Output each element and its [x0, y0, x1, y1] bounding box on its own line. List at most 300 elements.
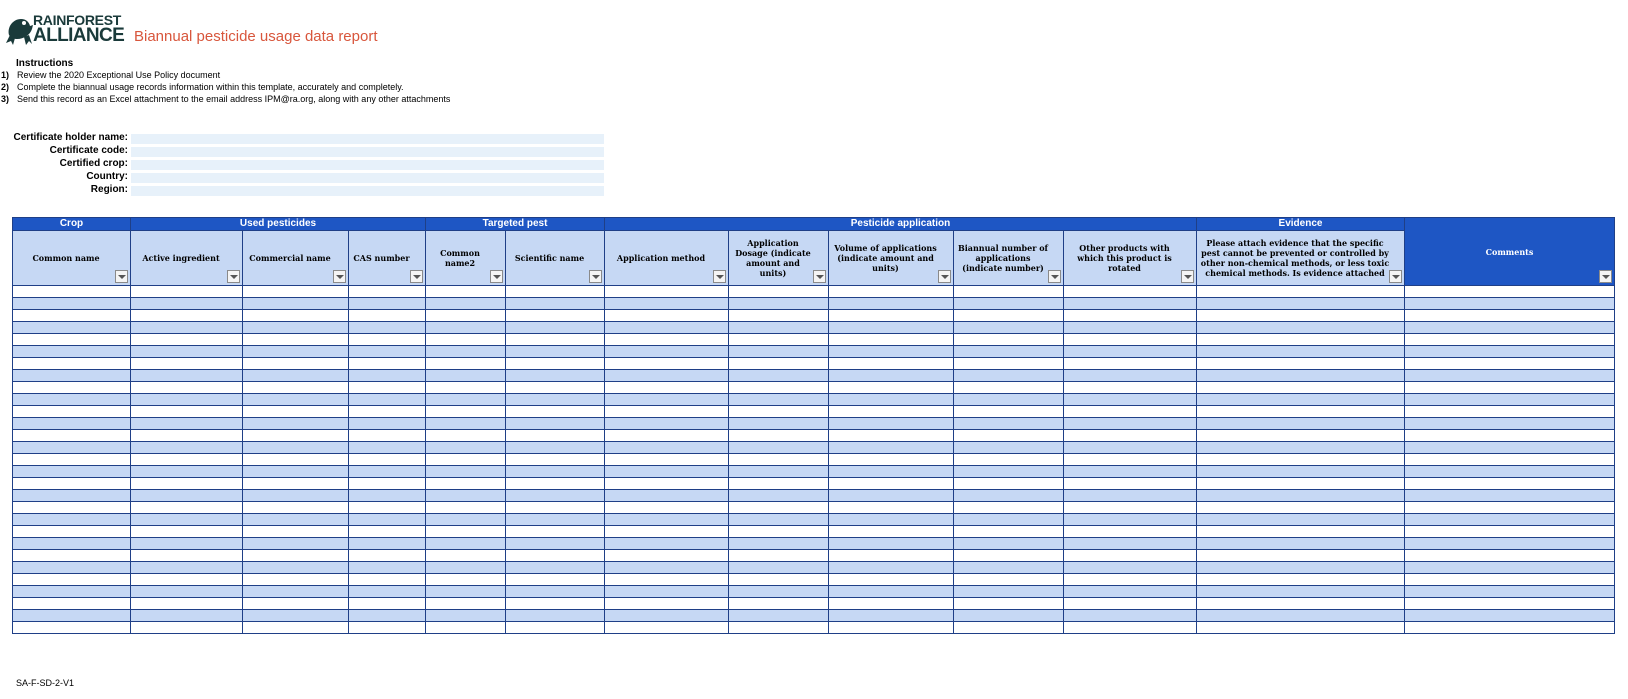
table-cell[interactable]: [729, 430, 829, 442]
table-cell[interactable]: [349, 418, 426, 430]
table-cell[interactable]: [13, 502, 131, 514]
table-cell[interactable]: [1405, 322, 1615, 334]
table-cell[interactable]: [729, 466, 829, 478]
table-cell[interactable]: [1064, 358, 1197, 370]
table-cell[interactable]: [1064, 466, 1197, 478]
table-cell[interactable]: [829, 334, 954, 346]
table-cell[interactable]: [1197, 394, 1405, 406]
table-cell[interactable]: [13, 526, 131, 538]
table-cell[interactable]: [131, 538, 243, 550]
table-cell[interactable]: [426, 286, 506, 298]
table-cell[interactable]: [1405, 406, 1615, 418]
table-cell[interactable]: [243, 310, 349, 322]
table-cell[interactable]: [954, 322, 1064, 334]
table-cell[interactable]: [1197, 622, 1405, 634]
table-cell[interactable]: [1197, 334, 1405, 346]
table-cell[interactable]: [729, 298, 829, 310]
table-cell[interactable]: [506, 298, 605, 310]
table-cell[interactable]: [506, 286, 605, 298]
table-cell[interactable]: [506, 394, 605, 406]
table-cell[interactable]: [1197, 490, 1405, 502]
table-cell[interactable]: [729, 322, 829, 334]
table-cell[interactable]: [426, 586, 506, 598]
table-cell[interactable]: [1405, 394, 1615, 406]
table-cell[interactable]: [1197, 610, 1405, 622]
table-cell[interactable]: [426, 514, 506, 526]
table-cell[interactable]: [131, 550, 243, 562]
filter-dropdown-icon[interactable]: [1181, 270, 1194, 283]
table-cell[interactable]: [243, 358, 349, 370]
table-cell[interactable]: [243, 586, 349, 598]
filter-dropdown-icon[interactable]: [333, 270, 346, 283]
table-cell[interactable]: [1064, 538, 1197, 550]
table-cell[interactable]: [426, 322, 506, 334]
table-cell[interactable]: [13, 382, 131, 394]
table-cell[interactable]: [1197, 502, 1405, 514]
filter-dropdown-icon[interactable]: [490, 270, 503, 283]
table-cell[interactable]: [506, 442, 605, 454]
table-cell[interactable]: [506, 466, 605, 478]
table-cell[interactable]: [1064, 586, 1197, 598]
table-cell[interactable]: [131, 310, 243, 322]
table-cell[interactable]: [1197, 466, 1405, 478]
table-cell[interactable]: [131, 370, 243, 382]
table-cell[interactable]: [506, 454, 605, 466]
table-cell[interactable]: [13, 598, 131, 610]
table-cell[interactable]: [243, 298, 349, 310]
table-cell[interactable]: [605, 622, 729, 634]
table-cell[interactable]: [1197, 526, 1405, 538]
table-cell[interactable]: [349, 286, 426, 298]
table-cell[interactable]: [349, 598, 426, 610]
table-cell[interactable]: [829, 322, 954, 334]
table-cell[interactable]: [1064, 574, 1197, 586]
table-cell[interactable]: [349, 550, 426, 562]
table-cell[interactable]: [729, 418, 829, 430]
table-cell[interactable]: [13, 550, 131, 562]
table-cell[interactable]: [1064, 502, 1197, 514]
table-cell[interactable]: [349, 562, 426, 574]
table-cell[interactable]: [1405, 442, 1615, 454]
table-cell[interactable]: [829, 574, 954, 586]
filter-dropdown-icon[interactable]: [938, 270, 951, 283]
table-cell[interactable]: [426, 538, 506, 550]
table-cell[interactable]: [13, 370, 131, 382]
table-cell[interactable]: [1405, 526, 1615, 538]
table-cell[interactable]: [506, 334, 605, 346]
table-cell[interactable]: [605, 502, 729, 514]
table-cell[interactable]: [729, 394, 829, 406]
table-cell[interactable]: [729, 286, 829, 298]
table-cell[interactable]: [349, 574, 426, 586]
table-cell[interactable]: [954, 298, 1064, 310]
table-cell[interactable]: [605, 298, 729, 310]
table-cell[interactable]: [829, 406, 954, 418]
filter-dropdown-icon[interactable]: [227, 270, 240, 283]
table-cell[interactable]: [426, 418, 506, 430]
table-cell[interactable]: [1064, 394, 1197, 406]
table-cell[interactable]: [829, 418, 954, 430]
table-cell[interactable]: [829, 442, 954, 454]
table-cell[interactable]: [426, 574, 506, 586]
table-cell[interactable]: [1064, 526, 1197, 538]
table-cell[interactable]: [13, 538, 131, 550]
table-cell[interactable]: [1064, 490, 1197, 502]
table-cell[interactable]: [13, 586, 131, 598]
table-cell[interactable]: [1197, 418, 1405, 430]
table-cell[interactable]: [1197, 358, 1405, 370]
table-cell[interactable]: [1405, 454, 1615, 466]
table-cell[interactable]: [1197, 346, 1405, 358]
table-cell[interactable]: [1064, 418, 1197, 430]
table-cell[interactable]: [954, 502, 1064, 514]
table-cell[interactable]: [1064, 622, 1197, 634]
table-cell[interactable]: [605, 418, 729, 430]
table-cell[interactable]: [349, 622, 426, 634]
table-cell[interactable]: [954, 478, 1064, 490]
table-cell[interactable]: [954, 538, 1064, 550]
table-cell[interactable]: [1405, 610, 1615, 622]
table-cell[interactable]: [1197, 442, 1405, 454]
table-cell[interactable]: [1405, 562, 1615, 574]
table-cell[interactable]: [605, 610, 729, 622]
table-cell[interactable]: [729, 538, 829, 550]
table-cell[interactable]: [829, 382, 954, 394]
table-cell[interactable]: [829, 526, 954, 538]
table-cell[interactable]: [1405, 550, 1615, 562]
table-cell[interactable]: [1405, 286, 1615, 298]
table-cell[interactable]: [243, 538, 349, 550]
table-cell[interactable]: [131, 382, 243, 394]
table-cell[interactable]: [829, 370, 954, 382]
table-cell[interactable]: [131, 622, 243, 634]
table-cell[interactable]: [729, 526, 829, 538]
table-cell[interactable]: [506, 514, 605, 526]
table-cell[interactable]: [1197, 550, 1405, 562]
table-cell[interactable]: [954, 454, 1064, 466]
table-cell[interactable]: [1405, 586, 1615, 598]
table-cell[interactable]: [954, 514, 1064, 526]
filter-dropdown-icon[interactable]: [1389, 270, 1402, 283]
table-cell[interactable]: [954, 466, 1064, 478]
table-cell[interactable]: [954, 490, 1064, 502]
table-cell[interactable]: [605, 550, 729, 562]
table-cell[interactable]: [1197, 430, 1405, 442]
table-cell[interactable]: [605, 454, 729, 466]
table-cell[interactable]: [829, 514, 954, 526]
table-cell[interactable]: [243, 442, 349, 454]
table-cell[interactable]: [954, 310, 1064, 322]
table-cell[interactable]: [1064, 346, 1197, 358]
table-cell[interactable]: [13, 454, 131, 466]
table-cell[interactable]: [829, 610, 954, 622]
table-cell[interactable]: [1064, 310, 1197, 322]
table-cell[interactable]: [605, 370, 729, 382]
table-cell[interactable]: [506, 418, 605, 430]
table-cell[interactable]: [954, 586, 1064, 598]
certified-crop-field[interactable]: [131, 160, 604, 170]
table-cell[interactable]: [243, 622, 349, 634]
filter-dropdown-icon[interactable]: [410, 270, 423, 283]
table-cell[interactable]: [13, 406, 131, 418]
table-cell[interactable]: [243, 286, 349, 298]
table-cell[interactable]: [13, 298, 131, 310]
table-cell[interactable]: [1405, 538, 1615, 550]
table-cell[interactable]: [1405, 298, 1615, 310]
table-cell[interactable]: [243, 490, 349, 502]
table-cell[interactable]: [1405, 334, 1615, 346]
table-cell[interactable]: [1197, 382, 1405, 394]
table-cell[interactable]: [13, 622, 131, 634]
table-cell[interactable]: [243, 478, 349, 490]
table-cell[interactable]: [426, 550, 506, 562]
filter-dropdown-icon[interactable]: [813, 270, 826, 283]
table-cell[interactable]: [605, 358, 729, 370]
table-cell[interactable]: [426, 382, 506, 394]
table-cell[interactable]: [243, 502, 349, 514]
table-cell[interactable]: [506, 346, 605, 358]
table-cell[interactable]: [954, 574, 1064, 586]
table-cell[interactable]: [426, 298, 506, 310]
table-cell[interactable]: [349, 394, 426, 406]
table-cell[interactable]: [729, 346, 829, 358]
table-cell[interactable]: [13, 430, 131, 442]
table-cell[interactable]: [605, 586, 729, 598]
table-cell[interactable]: [1405, 466, 1615, 478]
table-cell[interactable]: [131, 514, 243, 526]
table-cell[interactable]: [131, 526, 243, 538]
table-cell[interactable]: [506, 322, 605, 334]
table-cell[interactable]: [729, 370, 829, 382]
table-cell[interactable]: [506, 538, 605, 550]
table-cell[interactable]: [605, 490, 729, 502]
table-cell[interactable]: [829, 310, 954, 322]
table-cell[interactable]: [131, 394, 243, 406]
table-cell[interactable]: [131, 418, 243, 430]
table-cell[interactable]: [829, 358, 954, 370]
table-cell[interactable]: [729, 478, 829, 490]
table-cell[interactable]: [243, 406, 349, 418]
table-cell[interactable]: [13, 574, 131, 586]
table-cell[interactable]: [605, 538, 729, 550]
table-cell[interactable]: [131, 322, 243, 334]
table-cell[interactable]: [954, 622, 1064, 634]
country-field[interactable]: [131, 173, 604, 183]
table-cell[interactable]: [1197, 586, 1405, 598]
table-cell[interactable]: [954, 358, 1064, 370]
table-cell[interactable]: [131, 586, 243, 598]
table-cell[interactable]: [426, 454, 506, 466]
table-cell[interactable]: [829, 586, 954, 598]
table-cell[interactable]: [506, 370, 605, 382]
table-cell[interactable]: [13, 514, 131, 526]
table-cell[interactable]: [426, 370, 506, 382]
table-cell[interactable]: [349, 346, 426, 358]
table-cell[interactable]: [349, 334, 426, 346]
table-cell[interactable]: [506, 622, 605, 634]
table-cell[interactable]: [829, 538, 954, 550]
table-cell[interactable]: [1197, 406, 1405, 418]
table-cell[interactable]: [506, 598, 605, 610]
table-cell[interactable]: [243, 514, 349, 526]
table-cell[interactable]: [1197, 514, 1405, 526]
table-cell[interactable]: [349, 370, 426, 382]
table-cell[interactable]: [506, 550, 605, 562]
table-cell[interactable]: [243, 370, 349, 382]
table-cell[interactable]: [954, 406, 1064, 418]
table-cell[interactable]: [605, 562, 729, 574]
table-cell[interactable]: [243, 550, 349, 562]
table-cell[interactable]: [605, 394, 729, 406]
table-cell[interactable]: [426, 610, 506, 622]
table-cell[interactable]: [954, 370, 1064, 382]
table-cell[interactable]: [1064, 334, 1197, 346]
table-cell[interactable]: [131, 358, 243, 370]
table-cell[interactable]: [1064, 286, 1197, 298]
table-cell[interactable]: [349, 454, 426, 466]
table-cell[interactable]: [729, 586, 829, 598]
filter-dropdown-icon[interactable]: [589, 270, 602, 283]
table-cell[interactable]: [1405, 478, 1615, 490]
table-cell[interactable]: [13, 466, 131, 478]
table-cell[interactable]: [605, 406, 729, 418]
table-cell[interactable]: [1064, 406, 1197, 418]
table-cell[interactable]: [426, 406, 506, 418]
table-cell[interactable]: [506, 490, 605, 502]
table-cell[interactable]: [954, 442, 1064, 454]
table-cell[interactable]: [243, 382, 349, 394]
table-cell[interactable]: [829, 550, 954, 562]
table-cell[interactable]: [243, 430, 349, 442]
table-cell[interactable]: [1064, 322, 1197, 334]
table-cell[interactable]: [729, 358, 829, 370]
table-cell[interactable]: [729, 310, 829, 322]
table-cell[interactable]: [426, 490, 506, 502]
table-cell[interactable]: [829, 490, 954, 502]
certificate-holder-name-field[interactable]: [131, 134, 604, 144]
table-cell[interactable]: [605, 310, 729, 322]
table-cell[interactable]: [13, 358, 131, 370]
table-cell[interactable]: [829, 598, 954, 610]
table-cell[interactable]: [13, 490, 131, 502]
table-cell[interactable]: [131, 490, 243, 502]
table-cell[interactable]: [729, 502, 829, 514]
table-cell[interactable]: [349, 322, 426, 334]
table-cell[interactable]: [349, 430, 426, 442]
table-cell[interactable]: [506, 406, 605, 418]
table-cell[interactable]: [954, 598, 1064, 610]
table-cell[interactable]: [729, 382, 829, 394]
table-cell[interactable]: [1064, 298, 1197, 310]
table-cell[interactable]: [1405, 502, 1615, 514]
table-cell[interactable]: [349, 478, 426, 490]
table-cell[interactable]: [131, 466, 243, 478]
table-cell[interactable]: [729, 442, 829, 454]
table-cell[interactable]: [605, 334, 729, 346]
table-cell[interactable]: [349, 358, 426, 370]
table-cell[interactable]: [954, 418, 1064, 430]
table-cell[interactable]: [243, 346, 349, 358]
table-cell[interactable]: [829, 286, 954, 298]
table-cell[interactable]: [829, 466, 954, 478]
table-cell[interactable]: [243, 526, 349, 538]
table-cell[interactable]: [1405, 346, 1615, 358]
table-cell[interactable]: [506, 430, 605, 442]
table-cell[interactable]: [131, 334, 243, 346]
table-cell[interactable]: [13, 322, 131, 334]
table-cell[interactable]: [13, 310, 131, 322]
table-cell[interactable]: [605, 514, 729, 526]
table-cell[interactable]: [13, 610, 131, 622]
table-cell[interactable]: [954, 550, 1064, 562]
table-cell[interactable]: [1405, 370, 1615, 382]
table-cell[interactable]: [829, 562, 954, 574]
table-cell[interactable]: [1197, 574, 1405, 586]
table-cell[interactable]: [243, 454, 349, 466]
table-cell[interactable]: [1064, 454, 1197, 466]
table-cell[interactable]: [1197, 286, 1405, 298]
table-cell[interactable]: [1197, 598, 1405, 610]
table-cell[interactable]: [954, 382, 1064, 394]
table-cell[interactable]: [349, 586, 426, 598]
table-cell[interactable]: [729, 406, 829, 418]
table-cell[interactable]: [829, 454, 954, 466]
table-cell[interactable]: [954, 610, 1064, 622]
table-cell[interactable]: [1197, 370, 1405, 382]
table-cell[interactable]: [243, 334, 349, 346]
table-cell[interactable]: [349, 466, 426, 478]
table-cell[interactable]: [426, 502, 506, 514]
table-cell[interactable]: [13, 286, 131, 298]
table-cell[interactable]: [1405, 514, 1615, 526]
table-cell[interactable]: [829, 622, 954, 634]
table-cell[interactable]: [954, 430, 1064, 442]
table-cell[interactable]: [13, 394, 131, 406]
table-cell[interactable]: [243, 418, 349, 430]
table-cell[interactable]: [131, 574, 243, 586]
table-cell[interactable]: [426, 334, 506, 346]
table-cell[interactable]: [131, 562, 243, 574]
table-cell[interactable]: [1064, 370, 1197, 382]
table-cell[interactable]: [131, 598, 243, 610]
table-cell[interactable]: [243, 562, 349, 574]
table-cell[interactable]: [1064, 382, 1197, 394]
table-cell[interactable]: [506, 586, 605, 598]
table-cell[interactable]: [1064, 598, 1197, 610]
table-cell[interactable]: [243, 466, 349, 478]
table-cell[interactable]: [506, 382, 605, 394]
table-cell[interactable]: [729, 622, 829, 634]
table-cell[interactable]: [829, 298, 954, 310]
table-cell[interactable]: [349, 442, 426, 454]
table-cell[interactable]: [729, 574, 829, 586]
table-cell[interactable]: [605, 574, 729, 586]
table-cell[interactable]: [131, 442, 243, 454]
table-cell[interactable]: [506, 562, 605, 574]
table-cell[interactable]: [729, 334, 829, 346]
table-cell[interactable]: [131, 298, 243, 310]
table-cell[interactable]: [829, 478, 954, 490]
table-cell[interactable]: [506, 610, 605, 622]
table-cell[interactable]: [506, 502, 605, 514]
filter-dropdown-icon[interactable]: [713, 270, 726, 283]
table-cell[interactable]: [605, 466, 729, 478]
table-cell[interactable]: [426, 442, 506, 454]
table-cell[interactable]: [1197, 454, 1405, 466]
table-cell[interactable]: [506, 478, 605, 490]
table-cell[interactable]: [426, 598, 506, 610]
table-cell[interactable]: [1405, 382, 1615, 394]
